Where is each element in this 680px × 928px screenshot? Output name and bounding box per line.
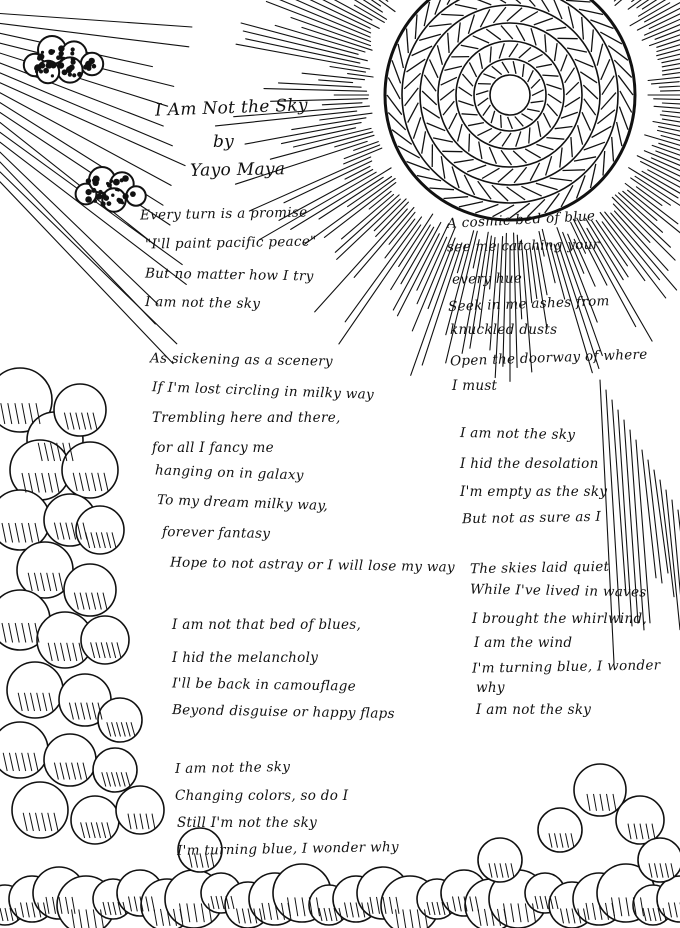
sun-hatch <box>408 103 419 123</box>
poem-line: Hope to not astray or I will lose my way <box>169 554 456 576</box>
sun-ray <box>315 209 408 312</box>
sun-hatch <box>448 33 449 53</box>
sun-ring <box>438 23 582 167</box>
sun-hatch <box>619 107 628 130</box>
sun-hatch <box>424 2 429 26</box>
sun-hatch <box>458 22 460 42</box>
sun-hatch <box>483 74 495 79</box>
sun-hatch <box>597 44 603 66</box>
sun-hatch <box>443 101 454 115</box>
sun-hatch <box>458 101 473 106</box>
sun-hatch <box>521 12 538 22</box>
poem-line: I brought the whirlwind, <box>472 611 648 627</box>
sun-hatch <box>566 0 591 2</box>
cloud-puff <box>12 782 68 838</box>
poem-line: I must <box>452 378 498 394</box>
sun-hatch <box>579 9 603 14</box>
poem-line: forever fantasy <box>161 524 271 542</box>
sun-hatch <box>430 188 455 190</box>
poem-line: I hid the melancholy <box>172 650 319 666</box>
sun-hatch <box>498 169 513 182</box>
sun-ray <box>279 83 362 87</box>
sun-hatch <box>507 8 522 21</box>
poem-line: Every turn is a promise <box>139 204 308 224</box>
sun-hatch <box>536 183 558 189</box>
sun-hatch <box>430 60 439 78</box>
sun-hatch <box>550 178 572 181</box>
sun-hatch <box>603 151 605 176</box>
sun-hatch <box>476 91 488 95</box>
sun-ray <box>246 39 360 63</box>
sun-ray <box>324 183 395 238</box>
cloud-puff <box>116 786 164 834</box>
sun-hatch <box>555 127 573 129</box>
sun-ray <box>654 106 680 115</box>
sun-ray <box>339 225 421 344</box>
sun-hatch <box>501 115 502 128</box>
sun-hatch <box>469 62 476 77</box>
poem-line: Beyond disguise or happy flaps <box>171 702 395 722</box>
sun-hatch <box>507 187 525 200</box>
poem-line: I'm turning blue, I wonder <box>471 657 661 677</box>
sun-hatch <box>441 14 464 15</box>
sun-hatch <box>567 48 587 52</box>
sun-hatch <box>455 4 477 9</box>
sun-hatch <box>486 29 501 40</box>
sun-hatch <box>527 109 540 112</box>
sun-hatch <box>468 15 474 34</box>
sun-hatch <box>602 76 614 95</box>
sun-ray <box>651 158 680 184</box>
sun-ray <box>659 127 680 134</box>
sun-ray <box>0 23 189 46</box>
sun-hatch <box>388 78 400 100</box>
sun-hatch <box>591 30 593 53</box>
sun-hatch <box>452 167 459 189</box>
sun-ring <box>490 75 530 115</box>
sun-hatch <box>493 7 506 23</box>
sun-hatch <box>536 64 552 67</box>
sun-hatch <box>477 128 492 135</box>
sun-hatch <box>542 75 558 76</box>
sun-hatch <box>459 202 483 207</box>
poem-line: why <box>476 680 505 696</box>
sun-hatch <box>565 97 580 107</box>
sun-hatch <box>499 43 504 58</box>
sun-ray <box>322 103 362 105</box>
sun-hatch <box>546 27 566 30</box>
sun-hatch <box>483 105 491 116</box>
sun-hatch <box>490 47 491 63</box>
sun-hatch <box>470 0 491 5</box>
poem-line: knuckled dusts <box>450 322 558 338</box>
sun-hatch <box>574 157 596 161</box>
sun-hatch <box>422 91 437 105</box>
sun-hatch <box>424 75 436 91</box>
poem-line: hanging on in galaxy <box>154 462 304 484</box>
sun-hatch <box>546 138 564 140</box>
sun-hatch <box>480 9 489 27</box>
sun-hatch <box>528 70 534 82</box>
sun-hatch <box>392 60 401 83</box>
sun-hatch <box>422 131 426 153</box>
sun-hatch <box>482 168 499 178</box>
sun-ray <box>0 14 192 28</box>
poem-line: As sickening as a scenery <box>149 350 334 370</box>
sun-ray <box>654 99 680 100</box>
poem-line: I'm empty as the sky <box>460 484 608 500</box>
sun-ray <box>243 31 367 61</box>
poem-line: I'm turning blue, I wonder why <box>176 839 399 859</box>
sun-hatch <box>492 66 502 74</box>
sun-ray <box>623 191 657 220</box>
sun-ray <box>672 500 680 656</box>
sun-hatch <box>508 117 513 129</box>
sun-hatch <box>583 85 598 99</box>
sun-hatch <box>584 99 596 115</box>
poem-line: I am not the sky <box>476 702 592 718</box>
sun-hatch <box>620 91 632 113</box>
sun-hatch <box>427 123 446 131</box>
sun-hatch <box>473 36 489 43</box>
sun-ray <box>0 93 171 186</box>
poem-title: I Am Not the Sky <box>154 95 309 121</box>
sun-ray <box>319 80 353 83</box>
sun-hatch <box>407 29 409 54</box>
poem-line: The skies laid quiet <box>469 558 610 578</box>
sun-hatch <box>528 54 543 61</box>
sun-hatch <box>407 59 426 72</box>
poem-line: see me catching your <box>446 236 600 256</box>
cloud-bank-left <box>0 368 142 844</box>
sun-hatch <box>591 164 596 188</box>
sun-hatch <box>568 6 573 28</box>
sun-hatch <box>560 148 562 168</box>
poem-line: Seek in me ashes from <box>447 293 610 315</box>
sun-hatch <box>532 90 544 96</box>
sun-ray <box>354 142 379 151</box>
sun-ray <box>661 88 680 91</box>
sun-ray <box>374 199 406 231</box>
sun-ray <box>648 75 680 81</box>
sun-hatch <box>578 125 583 145</box>
sun-ray <box>348 74 374 77</box>
sun-hatch <box>475 204 498 213</box>
sun-hatch <box>501 150 511 165</box>
sun-hatch <box>547 104 558 116</box>
sun-hatch <box>437 45 442 65</box>
sun-hatch <box>462 114 478 115</box>
cloud-puff <box>7 662 63 718</box>
sun-ring <box>456 41 564 149</box>
sun-hatch <box>536 144 553 149</box>
poem-line: Trembling here and there, <box>152 410 341 426</box>
sun-ray <box>270 132 372 159</box>
poem-line: I am not the sky <box>459 424 576 444</box>
sun-hatch <box>523 64 525 77</box>
sun-hatch <box>530 163 539 181</box>
sun-ring <box>474 59 546 131</box>
sun-hatch <box>489 132 501 143</box>
sun-hatch <box>441 156 445 178</box>
sun-hatch <box>546 84 561 89</box>
sun-hatch <box>429 24 452 27</box>
sun-hatch <box>521 186 541 196</box>
sun-hatch <box>404 73 420 89</box>
sun-hatch <box>601 59 610 80</box>
sun-hatch <box>514 167 527 183</box>
sun-hatch <box>582 17 584 40</box>
sun-hatch <box>405 88 419 106</box>
sun-ray <box>251 0 371 33</box>
sun-hatch <box>444 66 462 70</box>
sun-ray <box>385 219 415 258</box>
sun-hatch <box>479 142 482 160</box>
sun-hatch <box>440 89 454 100</box>
cloud-puff <box>538 808 582 852</box>
sun-hatch <box>543 113 550 128</box>
sun-hatch <box>417 176 441 181</box>
sun-hatch <box>502 133 511 146</box>
sun-ray <box>648 170 680 214</box>
sun-hatch <box>597 110 615 124</box>
sun-hatch <box>525 149 541 158</box>
sun-hatch <box>531 101 544 103</box>
poem-byline: by <box>213 132 235 152</box>
sun-hatch <box>561 112 578 118</box>
cloud-puff <box>616 796 664 844</box>
sun-hatch <box>398 44 403 68</box>
poem-line: To my dream milky way, <box>156 492 329 514</box>
sun-ray <box>264 89 367 92</box>
sun-ray <box>354 5 384 22</box>
poem-line: every hue <box>451 270 523 288</box>
sun-hatch <box>441 77 457 85</box>
small-cloud-icon <box>24 36 103 83</box>
sun-hatch <box>492 185 508 201</box>
sun-hatch <box>502 62 509 73</box>
sun-hatch <box>487 0 507 3</box>
poem-line: Changing colors, so do I <box>175 788 349 804</box>
poem-line: A cosmic bed of blue <box>446 208 596 232</box>
sun-hatch <box>423 107 440 118</box>
sun-hatch <box>584 142 605 150</box>
sun-hatch <box>459 87 472 96</box>
sun-ray <box>247 0 372 20</box>
sun-hatch <box>565 68 575 83</box>
poem-line: I am not the sky <box>144 293 261 313</box>
sun-hatch <box>491 111 495 123</box>
poem-line: I am not that bed of blues, <box>172 617 362 633</box>
sun-hatch <box>617 122 622 146</box>
sun-hatch <box>479 53 482 69</box>
sun-hatch <box>449 113 457 129</box>
poem-author: Yayo Maya <box>189 159 286 181</box>
sun-hatch <box>468 123 484 126</box>
sun-hatch <box>478 98 489 106</box>
poem-line: But not as sure as I <box>461 508 602 528</box>
sun-ray <box>630 3 670 26</box>
poem-line: I'll be back in camouflage <box>171 675 357 695</box>
sun-hatch <box>580 72 597 83</box>
poem-line: I am the wind <box>474 635 573 651</box>
sun-hatch <box>538 121 541 137</box>
sun-hatch <box>413 117 420 138</box>
sun-hatch <box>516 131 521 146</box>
sun-ray <box>245 123 361 145</box>
sun-hatch <box>467 165 486 172</box>
sun-ray <box>241 23 358 54</box>
poem-line: I am not the sky <box>174 758 291 778</box>
sun-hatch <box>522 114 533 121</box>
sun-hatch <box>444 197 469 199</box>
sun-hatch <box>531 79 540 88</box>
sun-hatch <box>582 112 591 130</box>
sun-hatch <box>513 61 516 74</box>
sun-hatch <box>469 134 470 152</box>
poem-line: Open the doorway of where <box>449 346 648 370</box>
sun-icon <box>385 0 635 220</box>
sun-ray <box>319 177 383 219</box>
sun-hatch <box>458 124 463 141</box>
small-cloud-icon <box>76 167 146 212</box>
sun-ray <box>344 148 382 164</box>
sun-hatch <box>516 25 525 41</box>
sun-hatch <box>478 181 491 199</box>
poem-line: I hid the desolation <box>460 456 599 472</box>
cloud-puff <box>126 186 146 206</box>
sun-hatch <box>548 94 561 103</box>
poem-line: While I've lived in waves <box>469 581 647 601</box>
sun-hatch <box>513 151 526 163</box>
sun-hatch <box>566 82 579 95</box>
poem-line: Still I'm not the sky <box>177 815 318 831</box>
poem-line: "I'll paint pacific peace" <box>144 233 317 253</box>
sun-hatch <box>515 117 524 127</box>
sun-ray <box>612 197 675 260</box>
sun-hatch <box>545 34 546 52</box>
sun-hatch <box>534 18 553 25</box>
poem-line: If I'm lost circling in milky way <box>151 379 375 403</box>
sun-ray <box>650 3 680 46</box>
sun-hatch <box>571 137 572 157</box>
poem-line: But no matter how I try <box>144 265 314 285</box>
sun-hatch <box>561 55 567 72</box>
sun-ray <box>0 73 172 146</box>
sun-ray <box>642 171 680 236</box>
sun-hatch <box>419 34 441 40</box>
poem-line: for all I fancy me <box>152 440 274 456</box>
sun-ray <box>398 234 440 316</box>
sun-ray <box>641 162 680 190</box>
sun-hatch <box>531 28 536 45</box>
sun-hatch <box>433 138 453 142</box>
sun-hatch <box>461 45 479 49</box>
sun-hatch <box>489 147 496 164</box>
sun-hatch <box>462 74 473 86</box>
sun-hatch <box>575 59 594 67</box>
sun-hatch <box>415 15 417 40</box>
sun-hatch <box>601 93 616 110</box>
sun-hatch <box>546 156 552 175</box>
sun-hatch <box>509 44 518 57</box>
sun-ray <box>652 82 680 84</box>
sun-ray <box>302 27 372 50</box>
sun-ray <box>652 145 680 176</box>
sun-hatch <box>454 160 474 163</box>
sun-hatch <box>501 26 513 39</box>
sun-hatch <box>563 170 586 171</box>
sun-hatch <box>529 127 530 143</box>
cloud-puff <box>478 838 522 882</box>
sun-hatch <box>612 137 614 162</box>
sun-hatch <box>555 43 558 61</box>
sun-hatch <box>519 47 531 58</box>
